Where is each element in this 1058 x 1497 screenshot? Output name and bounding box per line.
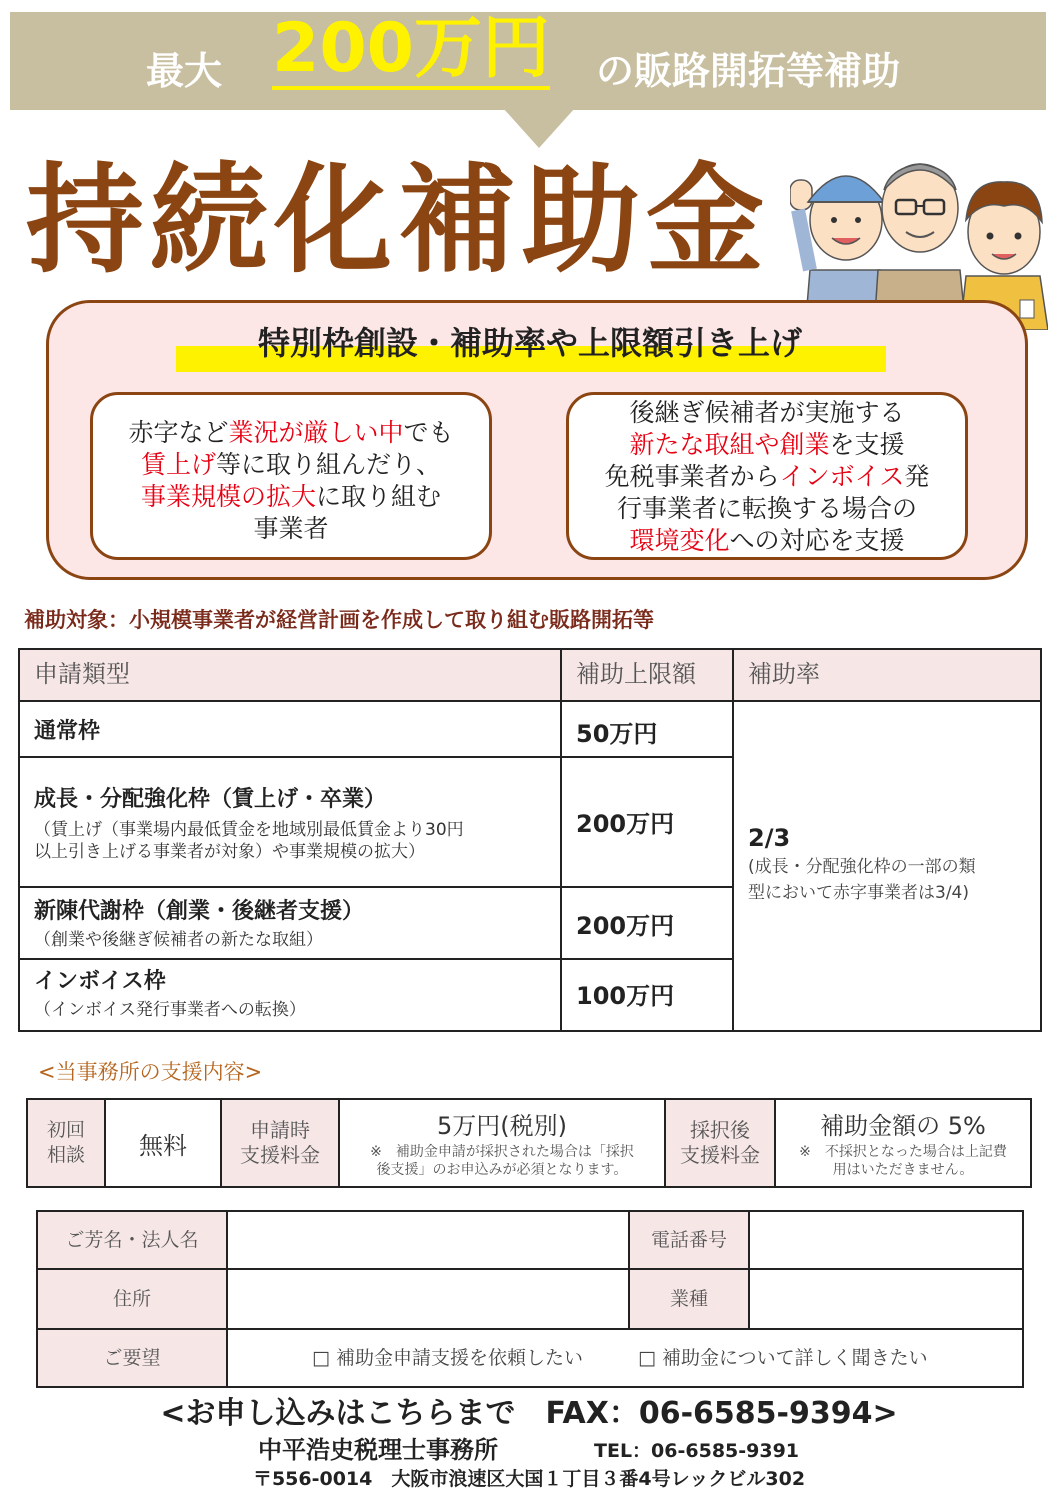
address-label: 住所 <box>38 1270 228 1328</box>
subsidy-table <box>18 648 1042 1032</box>
limit-cell: 200万円 <box>562 888 734 960</box>
form-row <box>38 1212 1022 1270</box>
industry-label: 業種 <box>630 1270 750 1328</box>
support-fee-table <box>26 1098 1032 1188</box>
request-option-apply-support[interactable]: □ 補助金申請支援を依頼したい <box>312 1347 583 1369</box>
table-row: 通常枠 <box>20 702 562 758</box>
table-row: 新陳代謝枠（創業・後継者支援） （創業や後継ぎ候補者の新たな取組） <box>20 888 562 960</box>
request-label: ご要望 <box>38 1330 228 1386</box>
banner-amount: 200万円 <box>272 9 550 88</box>
first-consult-label: 初回 相談 <box>28 1100 106 1186</box>
form-row <box>38 1270 1022 1330</box>
after-fee-label: 採択後 支援料金 <box>666 1100 776 1186</box>
banner-prefix: 最大 <box>146 49 223 93</box>
phone-field[interactable] <box>750 1212 1022 1268</box>
phone-label: 電話番号 <box>630 1212 750 1268</box>
limit-cell: 100万円 <box>562 960 734 1030</box>
table-row: 成長・分配強化枠（賃上げ・卒業） （賃上げ（事業場内最低賃金を地域別最低賃金より30円 以上引き上げる事業者が対象）や事業規模の拡大） <box>20 758 562 888</box>
table-row: インボイス枠 （インボイス発行事業者への転換） <box>20 960 562 1030</box>
form-row <box>38 1330 1022 1386</box>
card-right: 後継ぎ候補者が実施する 新たな取組や創業を支援 免税事業者からインボイス発 行事業者に転換する場合の 環境変化への対応を支援 <box>566 392 968 560</box>
first-consult-value: 無料 <box>106 1100 222 1186</box>
industry-field[interactable] <box>750 1270 1022 1328</box>
after-fee-value: 補助金額の 5% ※ 不採択となった場合は上記費 用はいただきません。 <box>799 1112 1007 1178</box>
application-form <box>36 1210 1024 1388</box>
apply-fee-value: 5万円(税別) ※ 補助金申請が採択された場合は「採択 後支援」のお申込みが必須となります。 <box>340 1100 666 1186</box>
main-title: 持続化補助金 <box>26 151 771 289</box>
name-label: ご芳名・法人名 <box>38 1212 228 1268</box>
fax-application: <お申し込みはこちらまで FAX：06-6585-9394> <box>160 1396 898 1431</box>
name-field[interactable] <box>228 1212 630 1268</box>
request-option-more-info[interactable]: □ 補助金について詳しく聞きたい <box>638 1347 928 1369</box>
office-name: 中平浩史税理士事務所 <box>258 1436 498 1464</box>
header-rate: 補助率 <box>734 650 1040 702</box>
limit-cell: 50万円 <box>562 702 734 758</box>
office-tel: TEL：06-6585-9391 <box>594 1440 800 1462</box>
subsidy-target: 補助対象：小規模事業者が経営計画を作成して取り組む販路開拓等 <box>24 608 654 632</box>
support-heading: <当事務所の支援内容> <box>38 1060 263 1084</box>
banner-suffix: の販路開拓等補助 <box>596 49 901 93</box>
header-limit: 補助上限額 <box>562 650 734 702</box>
address-field[interactable] <box>228 1270 630 1328</box>
apply-fee-label: 申請時 支援料金 <box>222 1100 340 1186</box>
office-address: 〒556-0014 大阪市浪速区大国１丁目３番4号レックビル302 <box>252 1468 806 1490</box>
header-type: 申請類型 <box>20 650 562 702</box>
card-left: 赤字など業況が厳しい中でも 賃上げ等に取り組んだり、 事業規模の拡大に取り組む 事業者 <box>90 392 492 560</box>
highlight-heading: 特別枠創設・補助率や上限額引き上げ <box>257 324 802 362</box>
rate-cell: 2/3 (成長・分配強化枠の一部の類 型において赤字事業者は3/4) <box>748 824 976 903</box>
limit-cell: 200万円 <box>562 758 734 888</box>
banner-arrow <box>503 108 575 148</box>
